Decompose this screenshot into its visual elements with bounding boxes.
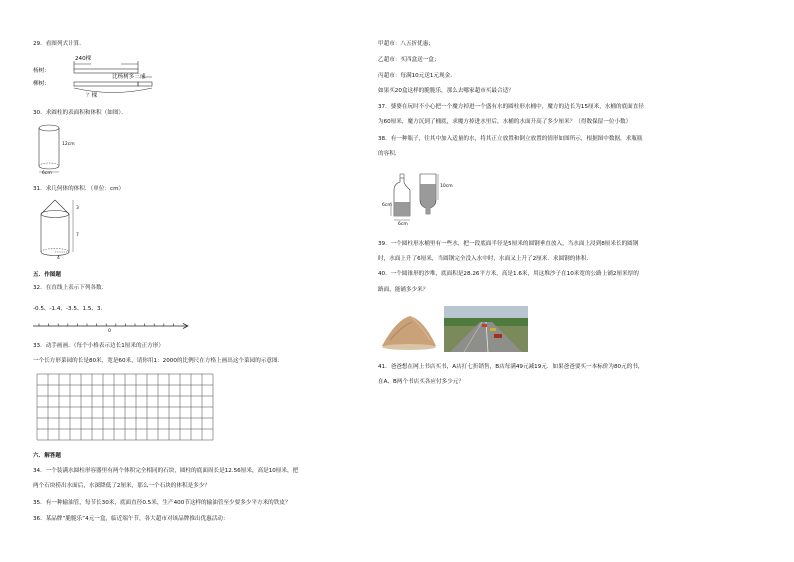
q38-bottle-figure — [380, 170, 460, 228]
section5-heading: 五．作图题 — [33, 272, 61, 278]
q40-sand-pile-photo — [380, 306, 438, 352]
q36-text: 36．某品牌“脆脆乐”4元一盒，临近端午节，各大超市对该品牌推出优惠活动： — [33, 516, 229, 522]
q30-cylinder-figure — [33, 122, 73, 176]
q33-desc: 一个长方形菜园的长是80米，宽是60米，请你用1：2000的比例尺在方格上画出这个菜园的示意图． — [33, 358, 284, 364]
q32-title: 32．在直线上表示下列各数． — [33, 285, 108, 291]
q31-dim-4: 4 — [57, 256, 60, 261]
q32-numbers: -0.5、-1.4、-3.5、1.5、3． — [33, 306, 107, 312]
q38-line2: 的容积． — [378, 151, 401, 157]
q29-label-240: 240棵 — [75, 56, 92, 62]
q31-dim-3: 3 — [76, 206, 79, 211]
q32-zero-label: 0 — [108, 329, 111, 334]
q40-line1: 40．一个圆锥形的沙堆，底面积是28.26平方米，高是1.6米，用这堆沙子在10米宽的公路上铺2厘米厚的 — [378, 271, 639, 277]
q34-line2: 两个石块捞出水面后，水深降低了2厘米，那么一个石块的体积是多少？ — [33, 483, 210, 489]
q29-title: 29．看图列式计算． — [33, 41, 85, 47]
q37-line2: 为60厘米，魔方沉到了桶底，求魔方掉进水里后，水桶的水面升高了多少厘米？（得数保留一位小数） — [378, 119, 632, 125]
q29-note: 比杨树多三成 — [112, 74, 146, 80]
q30-title: 30．求圆柱的表面积和体积（如图）． — [33, 110, 127, 116]
q36-question: 如果买20盒这样的脆脆乐，那么去哪家超市买最合适？ — [378, 88, 514, 94]
q37-line1: 37．婆婆在玩时不小心把一个魔方掉进一个盛有水的圆柱形水桶中，魔方的边长为15厘米，水桶的底面直径 — [378, 104, 644, 110]
q41-line1: 41．爸爸想在网上书店买书，A店打七折销售，B店每满49元减19元．如果爸爸要买一本标价为80元的书， — [378, 364, 644, 370]
q38-line1: 38．有一种瓶子，往其中加入适量的水，将其正立放置和倒立放置的情形如图所示，根据图中数据，求瓶瓶 — [378, 136, 643, 142]
q32-number-line — [33, 318, 193, 338]
q30-dim-height: 12cm — [62, 142, 75, 147]
q39-line1: 39．一个圆柱形水桶里有一些水，把一段底面半径是5厘米的圆钢垂直放入，当水面上浸到8厘米长的圆钢 — [378, 241, 639, 247]
q40-line2: 路面，能铺多少米？ — [378, 287, 429, 293]
q39-line2: 时，水面上升了6厘米，当圆钢完全没入水中时，水面又上升了2厘米．求圆钢的体积． — [378, 256, 593, 262]
q38-dim-6cm-width: 6cm — [398, 222, 408, 227]
q36-option-bing: 丙超市：每满10元送1元现金． — [378, 73, 456, 79]
q31-title: 31．求几何体的体积．（单位：cm） — [33, 186, 125, 192]
q40-road-photo — [444, 306, 528, 352]
q29-label-liu: 柳树： — [33, 81, 50, 87]
q36-option-yi: 乙超市：买四盒送一盒； — [378, 57, 440, 63]
q33-title: 33．动手画画．（每个小格表示边长1厘米的正方形） — [33, 343, 164, 349]
q31-cone-cylinder-figure — [33, 198, 93, 262]
section6-heading: 六．解答题 — [33, 453, 61, 459]
q35-text: 35．有一种输油管，每节长30米，底面直径0.5米，生产400节这样的输油管至少要多少平方米的铁皮？ — [33, 500, 291, 506]
q33-grid-paper — [36, 373, 218, 447]
q34-line1: 34．一个装满水圆柱形容器里有两个体积完全相同的石块，圆柱的底面周长是12.56厘米，高是10厘米，把 — [33, 468, 299, 474]
q30-dim-diameter: 6cm — [42, 171, 52, 176]
q38-dim-6cm-height: 6cm — [382, 203, 392, 208]
q29-label-yang: 杨树： — [33, 68, 50, 74]
q41-line2: 在A、B两个书店买各应付多少元？ — [378, 379, 464, 385]
q29-label-unknown: ？棵 — [86, 93, 98, 99]
q36-option-jia: 甲超市：八五折优惠； — [378, 41, 434, 47]
q38-dim-10cm: 10cm — [440, 184, 453, 189]
q31-dim-7: 7 — [76, 233, 79, 238]
